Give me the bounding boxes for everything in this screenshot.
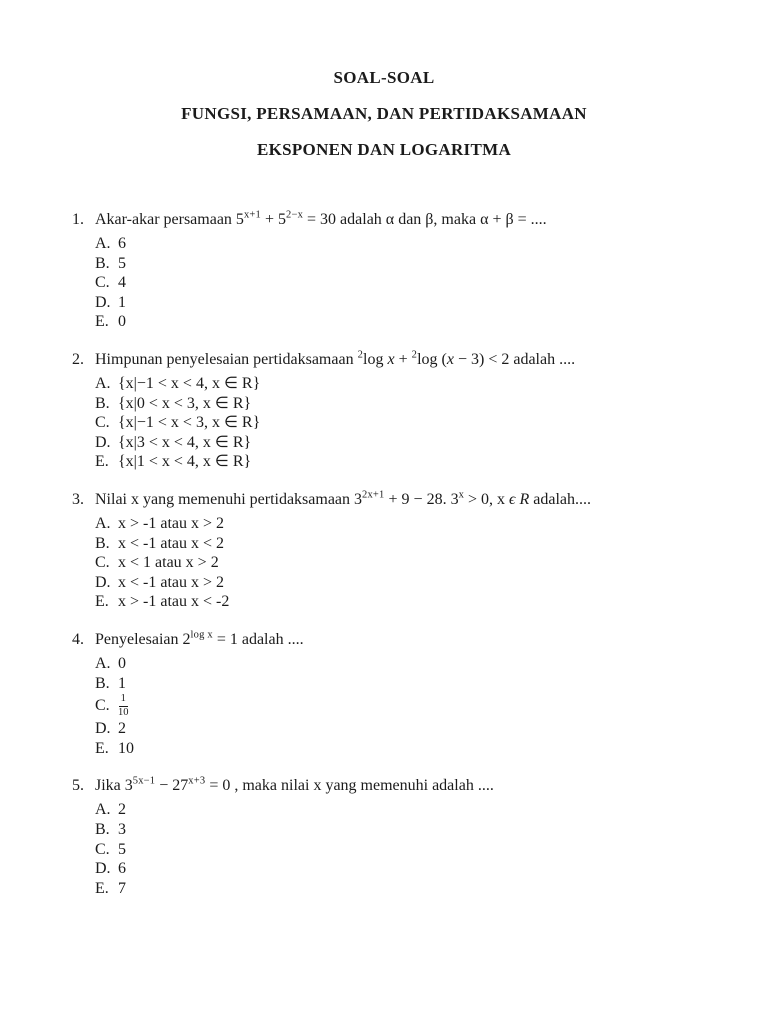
question-1 bbox=[72, 209, 720, 332]
option-row bbox=[95, 293, 720, 313]
question-number: 4. bbox=[72, 630, 84, 648]
question-stem: Himpunan penyelesaian pertidaksamaan $^2$log x + $^2$log (x − 3) < 2 adalah .... bbox=[95, 349, 576, 368]
question-number: 1. bbox=[72, 211, 84, 228]
option-letter: C. bbox=[95, 696, 110, 714]
option-row bbox=[95, 800, 720, 820]
option-letter: B. bbox=[95, 674, 110, 692]
option-row bbox=[95, 739, 720, 759]
option-row bbox=[95, 592, 720, 612]
option-row bbox=[95, 820, 720, 840]
option-text bbox=[118, 693, 720, 719]
option-row bbox=[95, 234, 720, 254]
question-1-options bbox=[95, 234, 720, 332]
option-letter: C. bbox=[95, 840, 110, 858]
option-text: 5 bbox=[118, 254, 126, 272]
option-row bbox=[95, 433, 720, 453]
option-row bbox=[95, 719, 720, 739]
question-2-row bbox=[72, 349, 720, 370]
option-text: 10 bbox=[118, 739, 134, 757]
option-letter: A. bbox=[95, 801, 111, 819]
option-letter: D. bbox=[95, 720, 111, 738]
question-stem: Penyelesaian $2^{log x} = 1$ adalah .... bbox=[95, 629, 304, 648]
option-text: x > -1 atau x > 2 bbox=[118, 514, 225, 532]
option-text: 4 bbox=[118, 274, 126, 292]
option-row bbox=[95, 859, 720, 879]
question-stem: Jika $3^{5x-1} - 27^{x+3} = 0$ , maka nilai x yang memenuhi adalah .... bbox=[95, 776, 494, 795]
option-row bbox=[95, 312, 720, 332]
option-text: 5 bbox=[118, 840, 126, 858]
title-line-1: SOAL-SOAL bbox=[333, 68, 435, 87]
option-row bbox=[95, 573, 720, 593]
question-1-row bbox=[72, 209, 720, 230]
option-text: x > -1 atau x < -2 bbox=[118, 593, 230, 611]
option-letter: B. bbox=[95, 821, 110, 839]
document-title-block bbox=[0, 0, 768, 158]
option-row bbox=[95, 514, 720, 534]
option-row bbox=[95, 452, 720, 472]
option-text: 1 bbox=[118, 293, 126, 311]
question-2-options bbox=[95, 374, 720, 472]
option-letter: B. bbox=[95, 254, 110, 272]
option-letter: D. bbox=[95, 860, 111, 878]
option-letter: D. bbox=[95, 573, 111, 591]
option-letter: E. bbox=[95, 313, 109, 331]
option-text: {x|−1 < x < 3, x ∈ R} bbox=[118, 414, 261, 432]
option-letter: B. bbox=[95, 394, 110, 412]
option-text: 2 bbox=[118, 720, 126, 738]
option-letter: D. bbox=[95, 433, 111, 451]
question-3 bbox=[72, 489, 720, 612]
question-stem: Nilai x yang memenuhi pertidaksamaan $3^{2x+1} + 9 - 28$. $3^x > 0$, x ϵ R adalah.... bbox=[95, 489, 592, 508]
question-5-row bbox=[72, 775, 720, 796]
title-line-2: FUNGSI, PERSAMAAN, DAN PERTIDAKSAMAAN bbox=[181, 104, 587, 123]
option-letter: E. bbox=[95, 739, 109, 757]
option-text: x < 1 atau x > 2 bbox=[118, 554, 219, 572]
option-letter: A. bbox=[95, 654, 111, 672]
option-row bbox=[95, 693, 720, 719]
option-letter: A. bbox=[95, 235, 111, 252]
option-text: {x|−1 < x < 4, x ∈ R} bbox=[118, 374, 261, 392]
option-text: 1 bbox=[118, 674, 126, 692]
question-list bbox=[72, 209, 720, 898]
option-row bbox=[95, 840, 720, 860]
option-text: {x|3 < x < 4, x ∈ R} bbox=[118, 433, 252, 451]
question-2 bbox=[72, 349, 720, 472]
option-text: {x|0 < x < 3, x ∈ R} bbox=[118, 394, 252, 412]
option-text: 7 bbox=[118, 879, 126, 897]
question-5-options bbox=[95, 800, 720, 898]
option-letter: C. bbox=[95, 554, 110, 572]
question-5 bbox=[72, 775, 720, 898]
title-line-3: EKSPONEN DAN LOGARITMA bbox=[256, 140, 512, 159]
option-row bbox=[95, 674, 720, 694]
option-text: 0 bbox=[118, 654, 126, 672]
option-text: x < -1 atau x > 2 bbox=[118, 573, 225, 591]
option-letter: A. bbox=[95, 374, 111, 392]
question-number: 2. bbox=[72, 350, 84, 368]
option-text: 3 bbox=[118, 821, 126, 839]
option-row bbox=[95, 879, 720, 899]
question-number: 3. bbox=[72, 490, 84, 508]
option-row bbox=[95, 413, 720, 433]
option-letter: D. bbox=[95, 293, 111, 311]
question-4-options bbox=[95, 654, 720, 759]
question-4 bbox=[72, 629, 720, 759]
option-text: 6 bbox=[118, 860, 126, 878]
fraction: $\frac{1}{10}$ bbox=[118, 693, 129, 718]
option-letter: A. bbox=[95, 514, 111, 532]
option-text: 2 bbox=[118, 801, 126, 819]
question-stem: Akar-akar persamaan $5^{x+1} + 5^{2-x} = 30$ adalah α dan β, maka α + β = .... bbox=[95, 209, 547, 228]
question-number: 5. bbox=[72, 777, 84, 795]
option-letter: C. bbox=[95, 414, 110, 432]
option-letter: B. bbox=[95, 534, 110, 552]
option-row bbox=[95, 654, 720, 674]
option-row bbox=[95, 374, 720, 394]
question-3-options bbox=[95, 514, 720, 612]
option-letter: E. bbox=[95, 879, 109, 897]
option-text: {x|1 < x < 4, x ∈ R} bbox=[118, 453, 252, 471]
question-4-row bbox=[72, 629, 720, 650]
option-row bbox=[95, 534, 720, 554]
option-row bbox=[95, 273, 720, 293]
option-text: x < -1 atau x < 2 bbox=[118, 534, 225, 552]
option-letter: E. bbox=[95, 453, 109, 471]
option-text: 0 bbox=[118, 313, 126, 331]
option-letter: E. bbox=[95, 593, 109, 611]
option-text: 6 bbox=[118, 235, 126, 252]
option-letter: C. bbox=[95, 274, 110, 292]
option-row bbox=[95, 254, 720, 274]
question-3-row bbox=[72, 489, 720, 510]
option-row bbox=[95, 394, 720, 414]
option-row bbox=[95, 553, 720, 573]
